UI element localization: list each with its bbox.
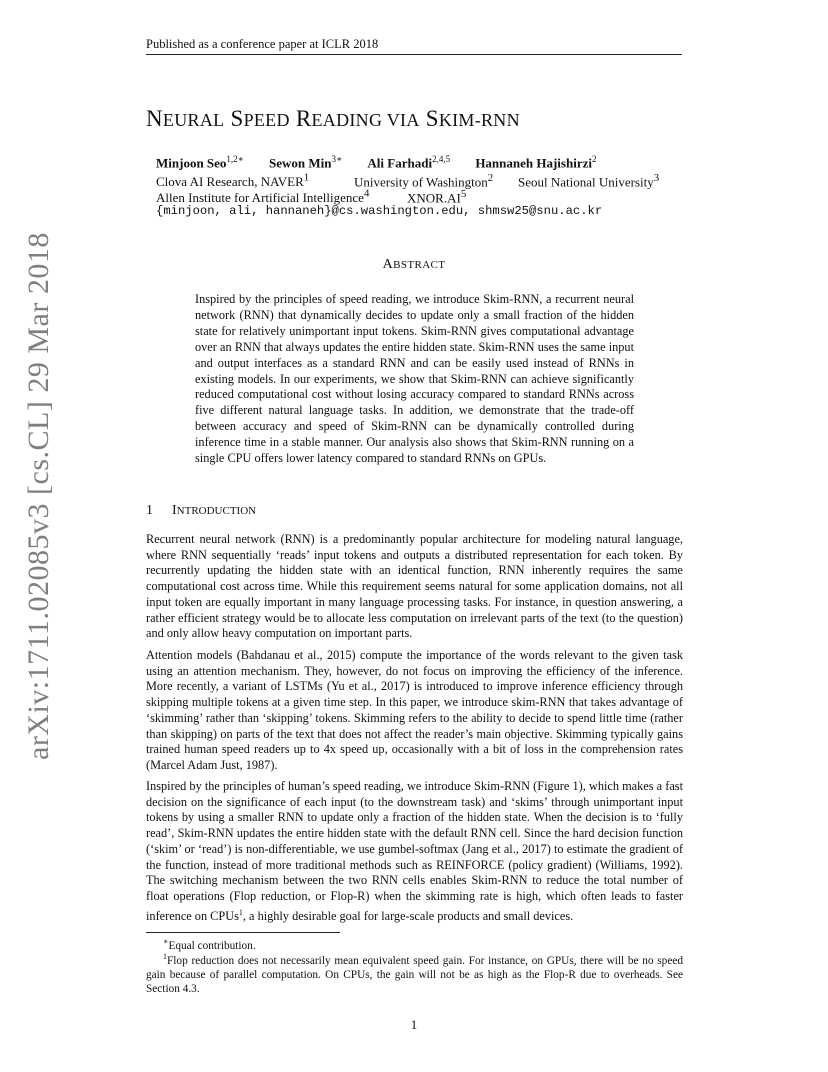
footnote-rule [146, 932, 340, 933]
title-word-4-initial: S [425, 106, 439, 131]
running-header: Published as a conference paper at ICLR 2018 [146, 37, 379, 51]
title-word-3-initial: R [295, 106, 312, 131]
author-name: Sewon Min [269, 155, 332, 171]
author-list [156, 154, 596, 171]
title-word-4-rest: KIM-RNN [438, 110, 520, 130]
affiliation: University of Washington$^2$ [354, 172, 494, 190]
footnote: ∗Equal contribution. [163, 937, 256, 952]
intro-paragraph-3: Inspired by the principles of human’s speed reading, we introduce Skim-RNN (Figure 1), which makes a fast decision on the significance of each input (to the downstream task) and ‘skims’ through unimportant input tokens by using a smaller RNN to update only a fraction of the hidden state. When the decision is to ‘fully read’, Skim-RNN updates the entire hidden state with the default RNN cell. Since the hard decision function (‘skim’ or ‘read’) is non-differentiable, we use gumbel-softmax (Jang et al., 2017) to estimate the gradient of the function, instead of more traditional methods such as REINFORCE (policy gradient) (Williams, 1992). The switching mechanism between the two RNN cells enables Skim-RNN to reduce the total number of float operations (Flop reduction, or Flop-R) when the skimming rate is high, which often leads to faster inference on CPUs$^1$, a highly desirable goal for large-scale products and small devices. [146, 779, 683, 923]
intro-paragraph-2: Attention models (Bahdanau et al., 2015) compute the importance of the words relevant to the given task using an attention mechanism. They, however, do not focus on improving the efficiency of the inference. More recently, a variant of LSTMs (Yu et al., 2017) is introduced to improve inference efficiency through skipping multiple tokens at a given time step. In this paper, we introduce skim-RNN that takes advantage of ‘skimming’ rather than ‘skipping’ tokens. Skimming refers to the ability to decide to spend little time (rather than skipping) on parts of the text that does not affect the reader’s main objective. Skimming typically gains trained human speed readers up to 4x speed up, occasionally with a bit of loss in the comprehension rates (Marcel Adam Just, 1987). [146, 648, 683, 772]
title-word-2-rest: PEED [243, 110, 290, 130]
page-number: 1 [410, 1017, 418, 1032]
title-word-3-rest: EADING VIA [311, 110, 420, 130]
footnote: $^1$Flop reduction does not necessarily mean equivalent speed gain. For instance, on GPUs, there will be no speed gain because of parallel computation. On CPUs, the gain will not be as high as the Flop-R due to overheads. See Section 4.3. [146, 952, 683, 996]
footnote-ref[interactable]: 1 [238, 907, 243, 917]
title-word-1-initial: N [146, 106, 163, 131]
author-sup: 2,4,5 [432, 154, 451, 164]
arxiv-stamp[interactable]: arXiv:1711.02085v3 [cs.CL] 29 Mar 2018 [22, 232, 55, 760]
title-word-1-rest: EURAL [162, 110, 225, 130]
author-sup: 1,2∗ [226, 154, 244, 164]
header-rule [146, 54, 682, 55]
affiliation: Clova AI Research, NAVER$^1$ [156, 172, 310, 190]
abstract-text: Inspired by the principles of speed reading, we introduce Skim-RNN, a recurrent neural network (RNN) that dynamically decides to update only a small fraction of the hidden state for relatively unimportant input tokens. Skim-RNN gives computational advantage over an RNN that always updates the entire hidden state. Skim-RNN uses the same input and output interfaces as a standard RNN and can be easily used instead of RNNs in existing models. In our experiments, we show that Skim-RNN can achieve significantly reduced computational cost without losing accuracy compared to standard RNNs across five different natural language tasks. In addition, we demonstrate that the trade-off between accuracy and speed of Skim-RNN can be dynamically controlled during inference time in a stable manner. Our analysis also shows that Skim-RNN running on a single CPU offers lower latency compared to standard RNNs on GPUs. [195, 292, 634, 466]
title-word-2-initial: S [230, 106, 244, 131]
author-sup: 3∗ [331, 154, 343, 164]
affiliation: Allen Institute for Artificial Intelligence$^4$ [156, 188, 370, 206]
section-heading-introduction: 1 INTRODUCTION [146, 503, 257, 518]
author-sup: 2 [591, 154, 597, 164]
intro-paragraph-1: Recurrent neural network (RNN) is a predominantly popular architecture for modeling natural language, where RNN sequentially ‘reads’ input tokens and outputs a distributed representation for each token. By recurrently updating the hidden state with an identical function, RNN inherently requires the same computational cost across time. While this requirement seems natural for some application domains, not all input token are equally important in many language processing tasks. For instance, in question answering, a rather efficient strategy would be to allocate less computation on irrelevant parts of the text (to the question) and only allow heavy computation on important parts. [146, 532, 683, 641]
affiliation: $XNOR.AI^5$ [407, 188, 467, 206]
author-name: Hannaneh Hajishirzi [475, 155, 592, 171]
section-number: 1 [146, 503, 153, 518]
paper-title [146, 106, 520, 132]
author-name: Minjoon Seo [156, 155, 227, 171]
author-emails: {minjoon, ali, hannaneh}@cs.washington.edu, shmsw25@snu.ac.kr [156, 204, 603, 218]
author-name: Ali Farhadi [367, 155, 433, 171]
abstract-heading: ABSTRACT [382, 257, 446, 272]
affiliation: Seoul National University$^3$ [518, 172, 660, 190]
